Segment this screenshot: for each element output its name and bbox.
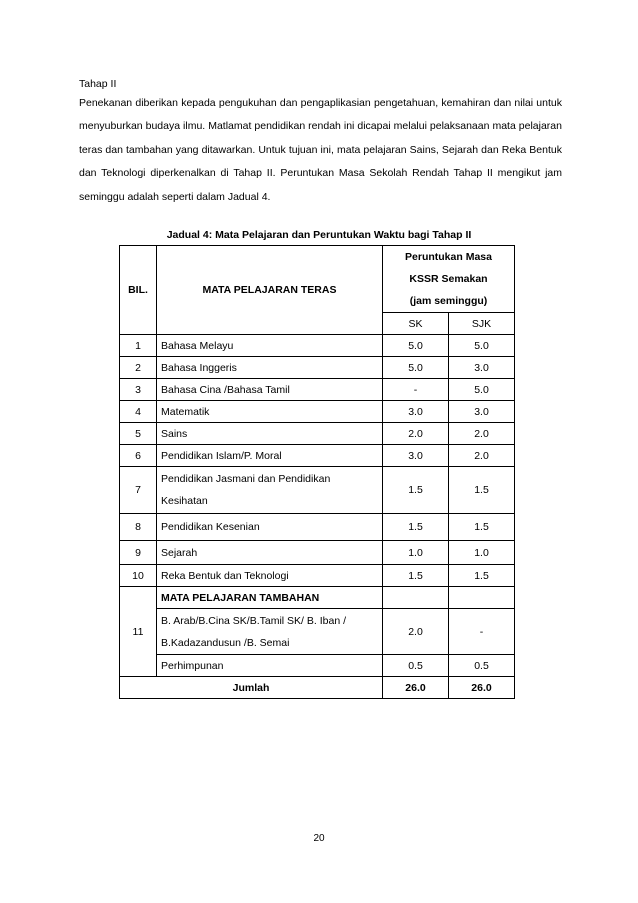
row-subject: Matematik — [157, 401, 383, 423]
row-subject: Pendidikan Kesenian — [157, 514, 383, 541]
row-sk: - — [383, 379, 449, 401]
tambahan-language-line2: B.Kadazandusun /B. Semai — [161, 636, 290, 649]
row-bil: 3 — [120, 379, 157, 401]
row-bil: 7 — [120, 467, 157, 514]
tambahan-language-line1: B. Arab/B.Cina SK/B.Tamil SK/ B. Iban / — [161, 614, 347, 627]
table-row — [120, 514, 515, 541]
page-number: 20 — [313, 833, 325, 844]
row-subject: Reka Bentuk dan Teknologi — [157, 565, 383, 587]
row-sjk: 3.0 — [449, 401, 515, 423]
tambahan-perhimpunan-row — [120, 655, 515, 677]
row-sk: 5.0 — [383, 357, 449, 379]
row-subject: Sains — [157, 423, 383, 445]
row-sk: 2.0 — [383, 423, 449, 445]
tambahan-title: MATA PELAJARAN TAMBAHAN — [157, 587, 383, 609]
tambahan-title-sjk — [449, 587, 515, 609]
row-subject-line2: Kesihatan — [161, 495, 208, 507]
tambahan-bil: 11 — [120, 587, 157, 677]
row-bil: 10 — [120, 565, 157, 587]
row-sk: 1.5 — [383, 514, 449, 541]
table-row — [120, 445, 515, 467]
row-sk: 1.0 — [383, 541, 449, 565]
row-bil: 2 — [120, 357, 157, 379]
row-sk: 3.0 — [383, 401, 449, 423]
table-row — [120, 423, 515, 445]
tambahan-title-row — [120, 587, 515, 609]
body-paragraph: Penekanan diberikan kepada pengukuhan dan pengaplikasian pengetahuan, kemahiran dan nilai untuk menyuburkan budaya ilmu. Matlamat pendidikan rendah ini dicapai melalui pelaksanaan mata pelajaran teras dan tambahan yang ditawarkan. Untuk tujuan ini, mata pelajaran Sains, Sejarah dan Reka Bentuk dan Teknologi diperkenalkan di Tahap II. Peruntukan Masa Sekolah Rendah Tahap II mengikut jam seminggu adalah seperti dalam Jadual 4. — [79, 97, 562, 203]
tambahan-perhimpunan-sjk: 0.5 — [449, 655, 515, 677]
row-subject: Pendidikan Islam/P. Moral — [157, 445, 383, 467]
row-sjk: 1.5 — [449, 514, 515, 541]
table-row — [120, 401, 515, 423]
row-subject — [157, 467, 383, 514]
row-sjk: 3.0 — [449, 357, 515, 379]
row-sjk: 5.0 — [449, 335, 515, 357]
total-sk: 26.0 — [383, 677, 449, 699]
table-row — [120, 541, 515, 565]
table-row — [120, 467, 515, 514]
row-sjk: 1.0 — [449, 541, 515, 565]
header-sjk: SJK — [449, 313, 515, 335]
table-row — [120, 379, 515, 401]
total-sjk: 26.0 — [449, 677, 515, 699]
header-allocation-line3: (jam seminggu) — [409, 295, 488, 307]
header-allocation-line1: Peruntukan Masa — [405, 251, 492, 263]
section-heading: Tahap II — [79, 78, 117, 90]
tambahan-perhimpunan-sk: 0.5 — [383, 655, 449, 677]
row-sk: 3.0 — [383, 445, 449, 467]
row-sjk: 2.0 — [449, 445, 515, 467]
header-allocation — [383, 246, 515, 313]
row-sk: 5.0 — [383, 335, 449, 357]
row-sjk: 2.0 — [449, 423, 515, 445]
header-subject: MATA PELAJARAN TERAS — [157, 246, 383, 335]
table-row — [120, 357, 515, 379]
row-bil: 4 — [120, 401, 157, 423]
row-sk: 1.5 — [383, 565, 449, 587]
tambahan-title-sk — [383, 587, 449, 609]
row-subject-line1: Pendidikan Jasmani dan Pendidikan — [161, 473, 331, 485]
tambahan-language-sk: 2.0 — [383, 609, 449, 655]
tambahan-language-row — [120, 609, 515, 655]
table-row — [120, 335, 515, 357]
row-subject: Sejarah — [157, 541, 383, 565]
row-bil: 6 — [120, 445, 157, 467]
row-bil: 9 — [120, 541, 157, 565]
header-bil: BIL. — [120, 246, 157, 335]
tambahan-language — [157, 609, 383, 655]
row-bil: 5 — [120, 423, 157, 445]
total-label: Jumlah — [120, 677, 383, 699]
subject-allocation-table — [119, 245, 515, 699]
row-subject: Bahasa Melayu — [157, 335, 383, 357]
row-bil: 8 — [120, 514, 157, 541]
table-caption: Jadual 4: Mata Pelajaran dan Peruntukan Waktu bagi Tahap II — [166, 229, 472, 241]
row-sk: 1.5 — [383, 467, 449, 514]
row-bil: 1 — [120, 335, 157, 357]
total-row — [120, 677, 515, 699]
row-sjk: 1.5 — [449, 467, 515, 514]
row-sjk: 5.0 — [449, 379, 515, 401]
tambahan-perhimpunan: Perhimpunan — [157, 655, 383, 677]
tambahan-language-sjk: - — [449, 609, 515, 655]
table-header-row — [120, 246, 515, 313]
row-subject: Bahasa Cina /Bahasa Tamil — [157, 379, 383, 401]
header-sk: SK — [383, 313, 449, 335]
header-allocation-line2: KSSR Semakan — [409, 273, 488, 285]
row-subject: Bahasa Inggeris — [157, 357, 383, 379]
row-sjk: 1.5 — [449, 565, 515, 587]
table-row — [120, 565, 515, 587]
